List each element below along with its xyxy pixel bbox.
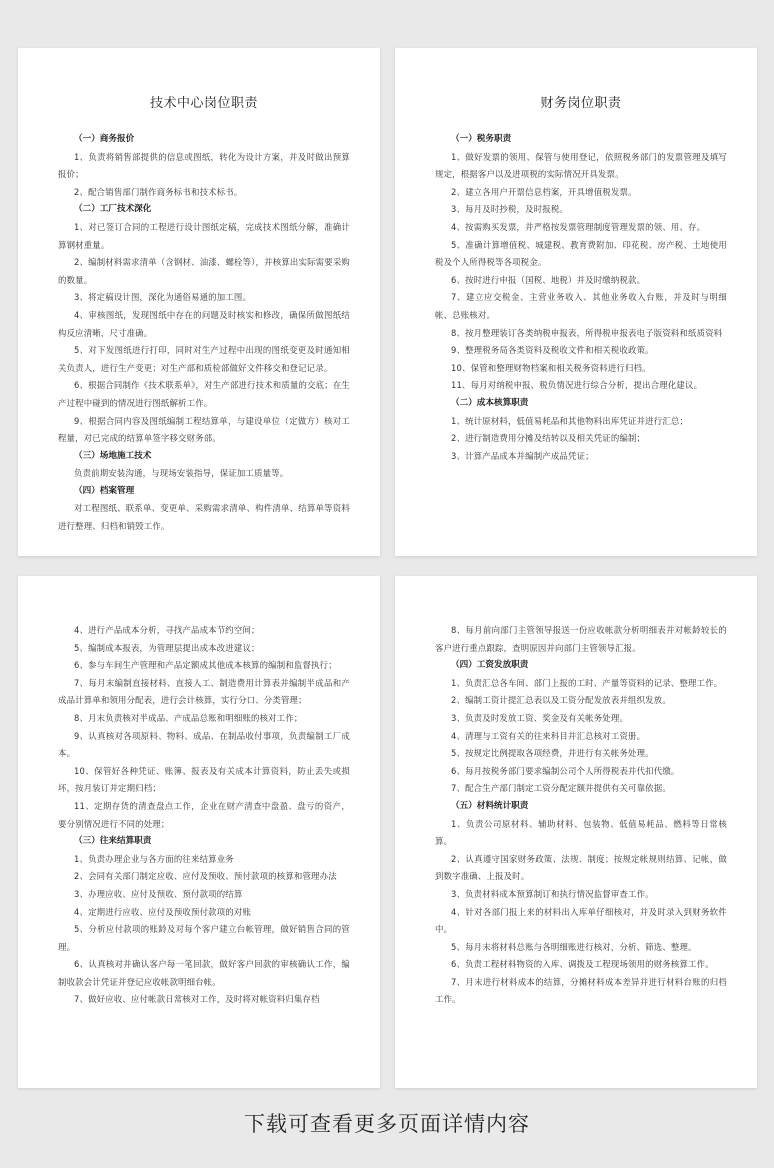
paragraph: 8、按月整理装订各类纳税申报表，所得税申报表电子版资料和纸质资料 xyxy=(451,327,723,338)
page-content xyxy=(435,131,727,465)
paragraph: 5、准确计算增值税、城建税、教育费附加、印花税、房产税、土地使用税及个人所得税等各项税金。 xyxy=(435,239,727,268)
section-heading: （三）往来结算职责 xyxy=(74,836,152,847)
paragraph: 2、编制工资计提汇总表以及工资分配发放表并组织发放。 xyxy=(451,695,671,706)
paragraph: 7、每月末编制直接材料、直接人工、制造费用计算表并编制半成品和产成品计算单和领用分配表，进行会计核算，实行分口、分类管理； xyxy=(58,677,350,706)
paragraph: 1、负责将销售部提供的信息或图纸，转化为设计方案，并及时做出预算报价； xyxy=(58,151,350,180)
paragraph: 1、负责汇总各车间、部门上报的工时、产量等资料的记录、整理工作。 xyxy=(451,677,723,688)
paragraph: 6、按时进行申报（国税、地税）并及时缴纳税款。 xyxy=(451,274,646,285)
paragraph: 3、负责及时发放工资、奖金及有关帐务处理。 xyxy=(451,712,629,723)
document-page-4 xyxy=(395,576,757,1088)
paragraph: 8、每月前向部门主管领导报送一份应收帐款分析明细表并对帐龄较长的客户进行重点跟踪，查明原因并向部门主管领导汇报。 xyxy=(435,625,727,653)
section-heading: （五）材料统计职责 xyxy=(451,800,529,811)
paragraph: 5、每月末将材料总账与各明细账进行核对，分析、筛选、整理。 xyxy=(451,941,697,952)
section-heading: （一）商务报价 xyxy=(74,134,135,144)
section-heading: （二）工厂技术深化 xyxy=(74,204,152,215)
paragraph: 5、按规定比例提取各项经费，并进行有关帐务处理。 xyxy=(451,748,654,759)
paragraph: 5、编制成本报表，为管理层提出成本改进建议； xyxy=(74,642,260,653)
paragraph: 3、办理应收、应付及预收、预付款项的结算 xyxy=(74,888,243,899)
section-heading: （二）成本核算职责 xyxy=(451,397,529,408)
paragraph: 3、将定稿设计图，深化为通俗易通的加工图。 xyxy=(74,292,252,303)
paragraph: 5、对下发图纸进行打印，同时对生产过程中出现的图纸变更及时通知相关负责人，进行生产变更；对生产部和质检部做好文件移交和登记记录。 xyxy=(58,345,350,373)
page-content xyxy=(435,622,727,1009)
document-page-3 xyxy=(18,576,380,1088)
page-title: 财务岗位职责 xyxy=(540,96,622,111)
paragraph: 2、认真遵守国家财务政策、法规、制度；按规定帐规则结算、记帐，做到数字准确、上报及时。 xyxy=(435,853,727,882)
paragraph: 2、配合销售部门制作商务标书和技术标书。 xyxy=(74,186,243,197)
download-more-link[interactable]: 下载可查看更多页面详情内容 xyxy=(244,1112,530,1136)
section-heading: （四）档案管理 xyxy=(74,485,135,496)
paragraph: 4、按需购买发票，并严格按发票管理制度管理发票的领、用、存。 xyxy=(451,221,706,232)
paragraph: 4、针对各部门报上来的材料出入库单仔细核对，并及时录入到财务软件中。 xyxy=(435,906,727,935)
paragraph: 2、编制材料需求清单（含钢材、油漆、螺栓等），并核算出实际需要采购的数量。 xyxy=(58,257,350,285)
paragraph: 2、进行制造费用分摊及结转以及相关凭证的编制； xyxy=(451,433,646,444)
paragraph: 4、进行产品成本分析，寻找产品成本节约空间； xyxy=(74,625,260,635)
paragraph: 10、保管好各种凭证、账簿、报表及有关成本计算资料，防止丢失或损坏，按月装订并定期归档； xyxy=(58,765,350,794)
paragraph: 10、保管和整理财物档案和相关税务资料进行归档。 xyxy=(451,362,651,373)
paragraph: 6、认真核对并确认客户每一笔回款，做好客户回款的审核确认工作，编制收款会计凭证并登记应收帐款明细台帐。 xyxy=(58,959,350,987)
paragraph: 2、会同有关部门制定应收、应付及预收、预付款项的核算和管理办法 xyxy=(74,871,337,882)
paragraph: 8、月末负责核对半成品、产成品总账和明细账的核对工作； xyxy=(74,712,303,723)
paragraph: 7、建立应交税金、主营业务收入、其他业务收入台账，并及时与明细帐、总账核对。 xyxy=(435,292,727,320)
paragraph: 11、每月对纳税申报、税负情况进行综合分析，提出合理化建议。 xyxy=(451,380,703,391)
paragraph: 7、配合生产部门制定工资分配定额并提供有关可靠依据。 xyxy=(451,783,671,794)
paragraph: 6、根据合同制作《技术联系单》，对生产部进行技术和质量的交底；在生产过程中碰到的情况进行图纸解析工作。 xyxy=(58,380,350,408)
section-heading: （四）工资发放职责 xyxy=(451,660,529,671)
paragraph: 3、负责材料成本预算制订和执行情况监督审查工作。 xyxy=(451,888,654,899)
paragraph: 4、审核图纸，发现图纸中存在的问题及时核实和修改，确保所做图纸结构反应清晰，尺寸准确。 xyxy=(58,309,350,338)
page-content xyxy=(58,131,350,536)
paragraph: 1、做好发票的领用、保管与使用登记，依照税务部门的发票管理及填写规定，根据客户以及进项税的实际情况开具发票。 xyxy=(435,151,727,180)
paragraph: 5、分析应付款项的账龄及对每个客户建立台帐管理，做好销售合同的管理。 xyxy=(58,924,350,952)
document-page-1 xyxy=(18,48,380,556)
section-heading: （三）场地施工技术 xyxy=(74,450,152,461)
paragraph: 1、统计原材料，低值易耗品和其他物料出库凭证并进行汇总； xyxy=(451,415,689,426)
paragraph: 6、参与车间生产管理和产品定额成其他成本核算的编制和监督执行； xyxy=(74,660,337,671)
paragraph: 负责前期安装沟通，与现场安装指导，保证加工质量等。 xyxy=(74,468,289,479)
paragraph: 1、对已签订合同的工程进行设计图纸定稿，完成技术图纸分解，准确计算钢材重量。 xyxy=(58,221,350,250)
page-title: 技术中心岗位职责 xyxy=(149,96,258,111)
paragraph: 4、定期进行应收、应付及预收预付款项的对账 xyxy=(74,906,252,917)
paragraph: 6、负责工程材料物资的入库、调拨及工程现场领用的财务核算工作。 xyxy=(451,959,714,970)
paragraph: 6、每月按税务部门要求编制公司个人所得税表并代扣代缴。 xyxy=(451,765,680,776)
paragraph: 9、整理税务局各类资料及税收文件和相关税收政策。 xyxy=(451,345,654,356)
page-content xyxy=(58,622,350,1009)
paragraph: 9、根据合同内容及图纸编制工程结算单，与建设单位（定做方）核对工程量，对已完成的结算单签字移交财务部。 xyxy=(58,415,350,444)
paragraph: 1、负责公司原材料、辅助材料、包装物、低值易耗品、燃料等日常核算。 xyxy=(435,818,727,847)
paragraph: 1、负责办理企业与各方面的往来结算业务 xyxy=(74,853,234,864)
paragraph: 4、清理与工资有关的往来科目并汇总核对工资册。 xyxy=(451,730,646,741)
paragraph: 2、建立各用户开票信息档案，开具增值税发票。 xyxy=(451,186,637,197)
paragraph: 3、每月及时抄税，及时报税。 xyxy=(451,204,569,215)
paragraph: 7、做好应收、应付帐款日常核对工作，及时将对帐资料归集存档 xyxy=(74,994,320,1005)
paragraph: 9、认真核对各项原料、物料、成品、在制品收付事项，负责编制工厂成本。 xyxy=(58,730,350,759)
paragraph: 7、月末进行材料成本的结算，分摊材料成本差异并进行材料台账的归档工作。 xyxy=(435,976,727,1005)
section-heading: （一）税务职责 xyxy=(451,134,512,144)
paragraph: 3、计算产品成本并编制产成品凭证； xyxy=(451,450,594,461)
document-page-2 xyxy=(395,48,757,556)
paragraph: 对工程图纸、联系单、变更单、采购需求清单、构件清单、结算单等资料进行整理、归档和销毁工作。 xyxy=(58,503,350,532)
paragraph: 11、定期存货的清查盘点工作，企业在财产清查中盘盈、盘亏的资产，要分别情况进行不同的处理； xyxy=(58,800,350,829)
